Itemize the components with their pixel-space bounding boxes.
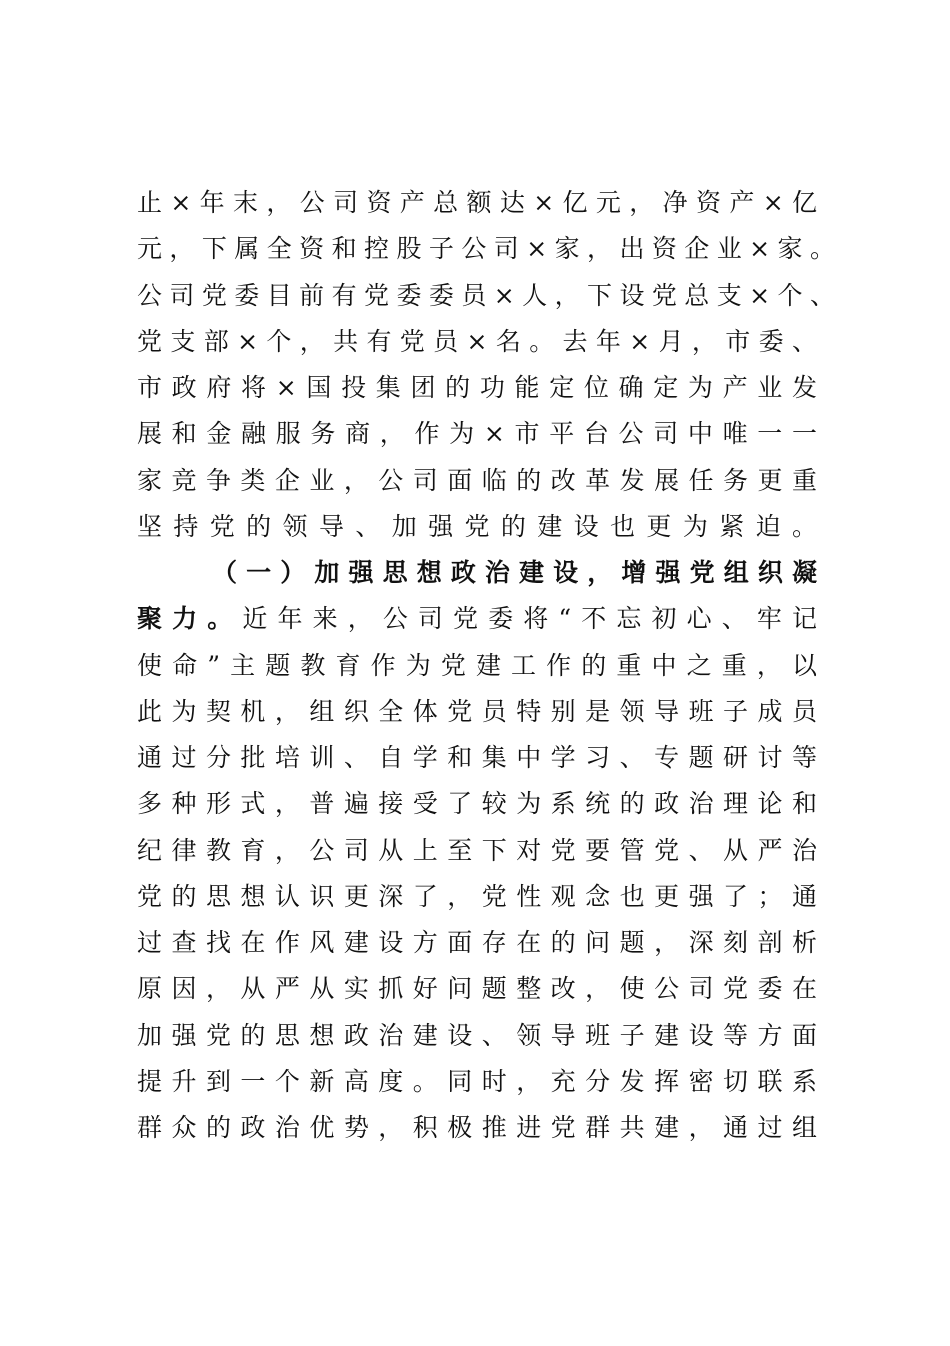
- paragraph-line: 纪律教育，公司从上至下对党要管党、从严治: [137, 836, 817, 865]
- paragraph-line: 公司党委目前有党委委员×人，下设党总支×个、: [137, 281, 835, 310]
- paragraph-line: 群众的政治优势，积极推进党群共建，通过组: [137, 1113, 817, 1142]
- paragraph-line: 原因，从严从实抓好问题整改，使公司党委在: [137, 974, 817, 1003]
- paragraph-line: 加强党的思想政治建设、领导班子建设等方面: [137, 1021, 817, 1050]
- paragraph-line: 使命”主题教育作为党建工作的重中之重，以: [137, 651, 817, 680]
- paragraph-line: 展和金融服务商，作为×市平台公司中唯一一: [137, 419, 817, 448]
- paragraph-line: 通过分批培训、自学和集中学习、专题研讨等: [137, 743, 817, 772]
- paragraph-line: [137, 599, 817, 639]
- paragraph-line: 坚持党的领导、加强党的建设也更为紧迫。: [137, 512, 817, 541]
- paragraph-line: 市政府将×国投集团的功能定位确定为产业发: [137, 373, 817, 402]
- section-heading-end: 聚力。: [137, 604, 243, 633]
- paragraph-line: 家竞争类企业，公司面临的改革发展任务更重: [137, 466, 817, 495]
- paragraph-line: 提升到一个新高度。同时，充分发挥密切联系: [137, 1067, 817, 1096]
- section-heading: （一）加强思想政治建设，增强党组织凝: [212, 558, 817, 587]
- paragraph-text: 近年来，公司党委将“不忘初心、牢记: [242, 604, 817, 633]
- paragraph-line: 过查找在作风建设方面存在的问题，深刻剖析: [137, 928, 817, 957]
- paragraph-line: 止×年末，公司资产总额达×亿元，净资产×亿: [137, 188, 817, 217]
- paragraph-line: 党的思想认识更深了，党性观念也更强了；通: [137, 882, 817, 911]
- paragraph-line: 此为契机，组织全体党员特别是领导班子成员: [137, 697, 817, 726]
- paragraph-line: 党支部×个，共有党员×名。去年×月，市委、: [137, 327, 817, 356]
- paragraph-line: 多种形式，普遍接受了较为系统的政治理论和: [137, 789, 817, 818]
- paragraph-line: 元，下属全资和控股子公司×家，出资企业×家。: [137, 234, 835, 263]
